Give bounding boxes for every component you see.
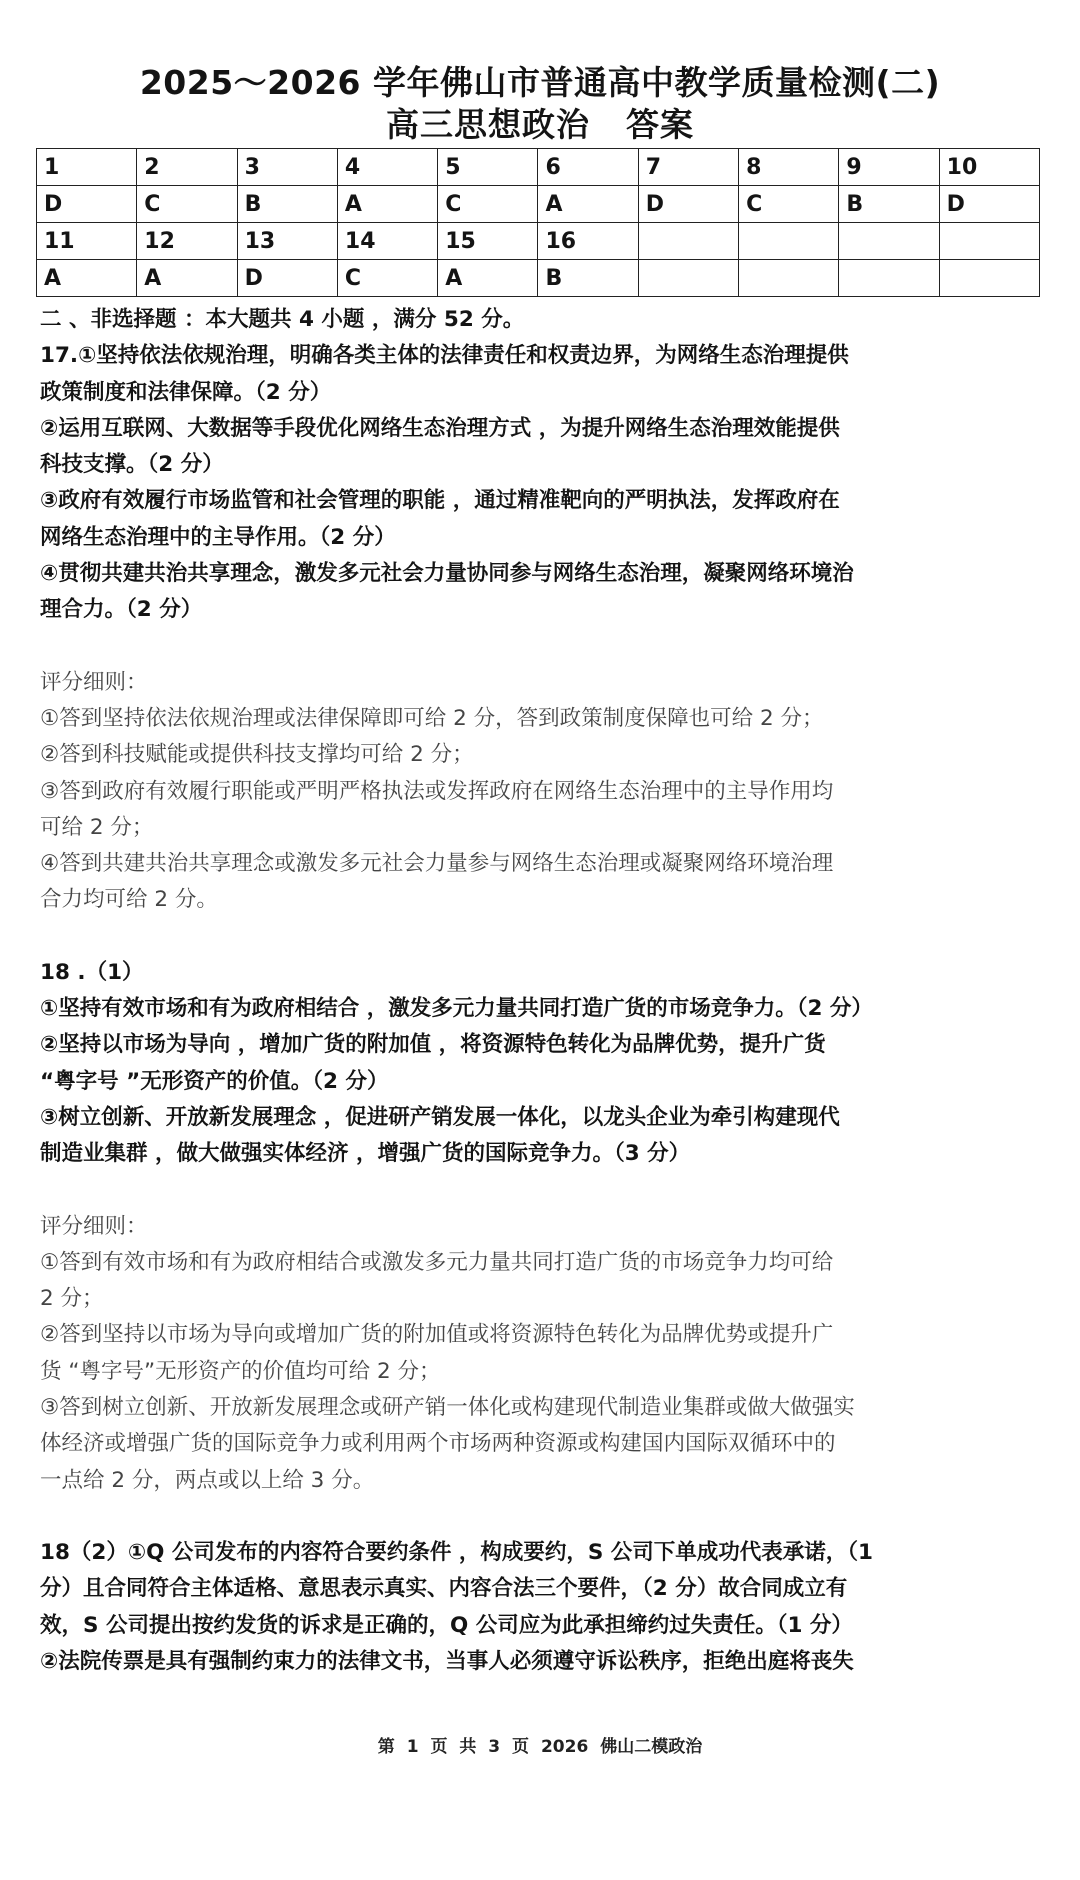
table-row [37,149,1040,186]
q18-1-answer-line: 制造业集群 ，做大做强实体经济 ，增强广货的国际竞争力。（3 分） [40,1141,691,1167]
q18-1-rubric-line: 体经济或增强广货的国际竞争力或利用两个市场两种资源或构建国内国际双循环中的 [40,1431,836,1457]
q18-1-rubric-line: ②答到坚持以市场为导向或增加广货的附加值或将资源特色转化为品牌优势或提升广 [40,1322,834,1348]
question-number-cell: 14 [337,223,437,260]
question-number-cell: 9 [839,149,939,186]
q18-1-answer-line: ②坚持以市场为导向 ，增加广货的附加值 ，将资源特色转化为品牌优势，提升广货 [40,1032,826,1058]
q17-rubric-line: 评分细则： [40,669,148,695]
q17-rubric-line: 可给 2 分； [40,814,154,840]
question-number-cell [939,223,1039,260]
exam-subtitle [0,104,1080,146]
answer-cell [739,260,839,297]
question-number-cell: 13 [237,223,337,260]
answer-cell: D [237,260,337,297]
answer-cell [939,260,1039,297]
q18-1-answer-line: 18 .（1） [40,959,144,985]
q18-1-rubric-line: ①答到有效市场和有为政府相结合或激发多元力量共同打造广货的市场竞争力均可给 [40,1249,834,1275]
answer-cell [638,260,738,297]
answer-cell: D [37,186,137,223]
q18-1-answer-line: ①坚持有效市场和有为政府相结合 ，激发多元力量共同打造广货的市场竞争力。（2 分） [40,996,873,1022]
q18-1-rubric-line: 货 “粤字号”无形资产的价值均可给 2 分； [40,1358,441,1384]
question-number-cell: 11 [37,223,137,260]
q18-1-answer-line: ③树立创新、开放新发展理念 ，促进研产销发展一体化，以龙头企业为牵引构建现代 [40,1104,840,1130]
q17-answer-line: 科技支撑。（2 分） [40,452,224,478]
q17-rubric-line: ③答到政府有效履行职能或严明严格执法或发挥政府在网络生态治理中的主导作用均 [40,778,834,804]
q18-1-answer-line: “粤字号 ”无形资产的价值。（2 分） [40,1068,389,1094]
page-footer: 第 1 页 共 3 页 2026 佛山二模政治 [377,1737,703,1757]
table-row [37,260,1040,297]
answer-cell: A [137,260,237,297]
q17-answer-line: ③政府有效履行市场监管和社会管理的职能 ，通过精准靶向的严明执法，发挥政府在 [40,488,840,514]
question-number-cell: 12 [137,223,237,260]
question-number-cell: 5 [438,149,538,186]
answer-cell: A [337,186,437,223]
question-number-cell: 7 [638,149,738,186]
answer-cell [839,260,939,297]
question-number-cell: 10 [939,149,1039,186]
question-number-cell: 6 [538,149,638,186]
q17-answer-line: 17.①坚持依法依规治理，明确各类主体的法律责任和权责边界，为网络生态治理提供 [40,343,849,369]
question-number-cell: 3 [237,149,337,186]
question-number-cell: 2 [137,149,237,186]
answer-cell: B [237,186,337,223]
q17-rubric-line: ④答到共建共治共享理念或激发多元社会力量参与网络生态治理或凝聚网络环境治理 [40,851,834,877]
question-number-cell: 1 [37,149,137,186]
q18-1-rubric-line: 评分细则： [40,1213,148,1239]
q18-1-rubric-line: 2 分； [40,1286,104,1312]
question-number-cell [839,223,939,260]
question-number-cell: 15 [438,223,538,260]
question-number-cell: 4 [337,149,437,186]
q17-answer-line: ②运用互联网、大数据等手段优化网络生态治理方式 ，为提升网络生态治理效能提供 [40,415,840,441]
answer-cell: C [137,186,237,223]
question-number-cell [739,223,839,260]
q17-rubric-line: 合力均可给 2 分。 [40,887,218,913]
q17-answer-line: 理合力。（2 分） [40,597,203,623]
question-number-cell: 16 [538,223,638,260]
section-heading: 二 、非选择题 ：本大题共 4 小题 ，满分 52 分。 [40,307,525,332]
q18-2-answer-line: 分）且合同符合主体适格、意思表示真实、内容合法三个要件，（2 分）故合同成立有 [40,1576,848,1602]
q18-2-answer-line: ②法院传票是具有强制约束力的法律文书，当事人必须遵守诉讼秩序，拒绝出庭将丧失 [40,1648,854,1674]
question-number-cell [638,223,738,260]
table-row [37,186,1040,223]
q17-answer-line: 政策制度和法律保障。（2 分） [40,379,332,405]
q18-1-rubric-line: ③答到树立创新、开放新发展理念或研产销一体化或构建现代制造业集群或做大做强实 [40,1395,855,1421]
answer-cell: B [839,186,939,223]
answer-label: 答案 [626,105,694,144]
subject-name: 高三思想政治 [386,105,590,144]
answer-cell: A [538,186,638,223]
q18-2-answer-line: 效，S 公司提出按约发货的诉求是正确的，Q 公司应为此承担缔约过失责任。（1 分） [40,1612,853,1638]
answer-cell: C [739,186,839,223]
table-row [37,223,1040,260]
answer-cell: D [939,186,1039,223]
q17-rubric-line: ②答到科技赋能或提供科技支撑均可给 2 分； [40,742,474,768]
answer-cell: A [438,260,538,297]
q18-1-rubric-line: 一点给 2 分，两点或以上给 3 分。 [40,1467,375,1493]
answer-cell: C [337,260,437,297]
answer-content [40,302,1044,1680]
answer-cell: D [638,186,738,223]
q17-answer-line: ④贯彻共建共治共享理念，激发多元社会力量协同参与网络生态治理，凝聚网络环境治 [40,561,854,587]
answer-cell: C [438,186,538,223]
q17-rubric-line: ①答到坚持依法依规治理或法律保障即可给 2 分，答到政策制度保障也可给 2 分； [40,705,824,731]
q17-answer-line: 网络生态治理中的主导作用。（2 分） [40,524,396,550]
answer-cell: A [37,260,137,297]
answer-table [36,148,1040,297]
question-number-cell: 8 [739,149,839,186]
exam-title: 2025～2026 学年佛山市普通高中教学质量检测(二) [139,63,941,102]
answer-cell: B [538,260,638,297]
q18-2-answer-line: 18（2）①Q 公司发布的内容符合要约条件 ，构成要约，S 公司下单成功代表承诺，（1 [40,1539,874,1565]
